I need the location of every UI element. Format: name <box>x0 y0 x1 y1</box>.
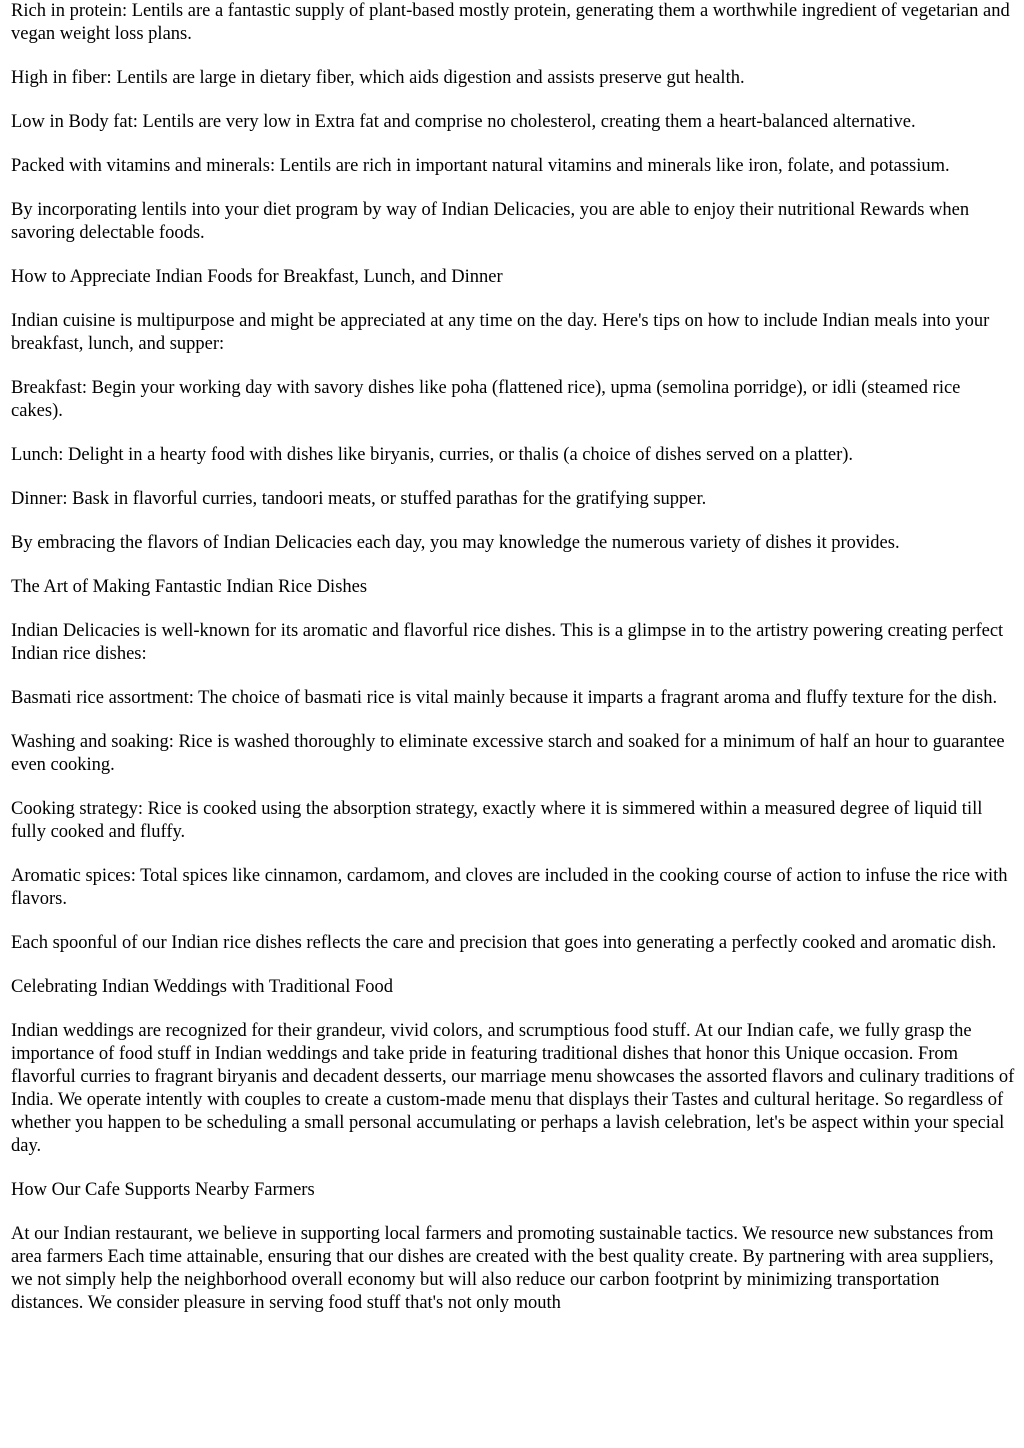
paragraph-meals-intro: Indian cuisine is multipurpose and might be appreciated at any time on the day. Here's tips on how to include Indian meals into your breakfast, lunch, and supper: <box>11 311 990 354</box>
paragraph-vitamins: Packed with vitamins and minerals: Lentils are rich in important natural vitamins and minerals like iron, folate, and potassium. <box>11 156 950 176</box>
paragraph-farmers: At our Indian restaurant, we believe in supporting local farmers and promoting sustainable tactics. We resource new substances from area farmers Each time attainable, ensuring that our dishes are created with the best quality create. By partnering with area suppliers, we not simply help the neighborhood overall economy but will also reduce our carbon footprint by minimizing transportation distances. We consider pleasure in serving food stuff that's not only mouth <box>11 1224 994 1313</box>
paragraph-cooking: Cooking strategy: Rice is cooked using the absorption strategy, exactly where it is simmered within a measured degree of liquid till fully cooked and fluffy. <box>11 799 983 842</box>
section-heading-weddings: Celebrating Indian Weddings with Traditional Food <box>11 977 394 997</box>
paragraph-dinner: Dinner: Bask in flavorful curries, tandoori meats, or stuffed parathas for the gratifying supper. <box>11 489 707 509</box>
section-heading-farmers: How Our Cafe Supports Nearby Farmers <box>11 1180 315 1200</box>
paragraph-meals-summary: By embracing the flavors of Indian Delicacies each day, you may knowledge the numerous variety of dishes it provides. <box>11 533 900 553</box>
paragraph-lunch: Lunch: Delight in a hearty food with dishes like biryanis, curries, or thalis (a choice of dishes served on a platter). <box>11 445 854 465</box>
section-heading-rice: The Art of Making Fantastic Indian Rice Dishes <box>11 577 368 597</box>
paragraph-low-fat: Low in Body fat: Lentils are very low in Extra fat and comprise no cholesterol, creating them a heart-balanced alternative. <box>11 112 916 132</box>
paragraph-spices: Aromatic spices: Total spices like cinnamon, cardamom, and cloves are included in the cooking course of action to infuse the rice with flavors. <box>11 866 1008 909</box>
paragraph-rice-intro: Indian Delicacies is well-known for its aromatic and flavorful rice dishes. This is a glimpse in to the artistry powering creating perfect Indian rice dishes: <box>11 621 1004 664</box>
paragraph-weddings: Indian weddings are recognized for their grandeur, vivid colors, and scrumptious food stuff. At our Indian cafe, we fully grasp the importance of food stuff in Indian weddings and take pride in featuring traditional dishes that honor this Unique occasion. From flavorful curries to fragrant biryanis and decadent desserts, our marriage menu showcases the assorted flavors and culinary traditions of India. We operate intently with couples to create a custom-made menu that displays their Tastes and cultural heritage. So regardless of whether you happen to be scheduling a small personal accumulating or perhaps a lavish celebration, let's be aspect within your special day. <box>11 1021 1015 1156</box>
paragraph-basmati: Basmati rice assortment: The choice of basmati rice is vital mainly because it imparts a fragrant aroma and fluffy texture for the dish. <box>11 688 998 708</box>
paragraph-washing: Washing and soaking: Rice is washed thoroughly to eliminate excessive starch and soaked for a minimum of half an hour to guarantee even cooking. <box>11 732 1005 775</box>
paragraph-lentils-summary: By incorporating lentils into your diet program by way of Indian Delicacies, you are able to enjoy their nutritional Rewards when savoring delectable foods. <box>11 200 970 243</box>
paragraph-rice-summary: Each spoonful of our Indian rice dishes reflects the care and precision that goes into generating a perfectly cooked and aromatic dish. <box>11 933 997 953</box>
section-heading-meals: How to Appreciate Indian Foods for Breakfast, Lunch, and Dinner <box>11 267 503 287</box>
paragraph-breakfast: Breakfast: Begin your working day with savory dishes like poha (flattened rice), upma (semolina porridge), or idli (steamed rice cakes). <box>11 378 961 421</box>
paragraph-protein: Rich in protein: Lentils are a fantastic supply of plant-based mostly protein, generating them a worthwhile ingredient of vegetarian and vegan weight loss plans. <box>11 1 1010 44</box>
paragraph-fiber: High in fiber: Lentils are large in dietary fiber, which aids digestion and assists preserve gut health. <box>11 68 745 88</box>
